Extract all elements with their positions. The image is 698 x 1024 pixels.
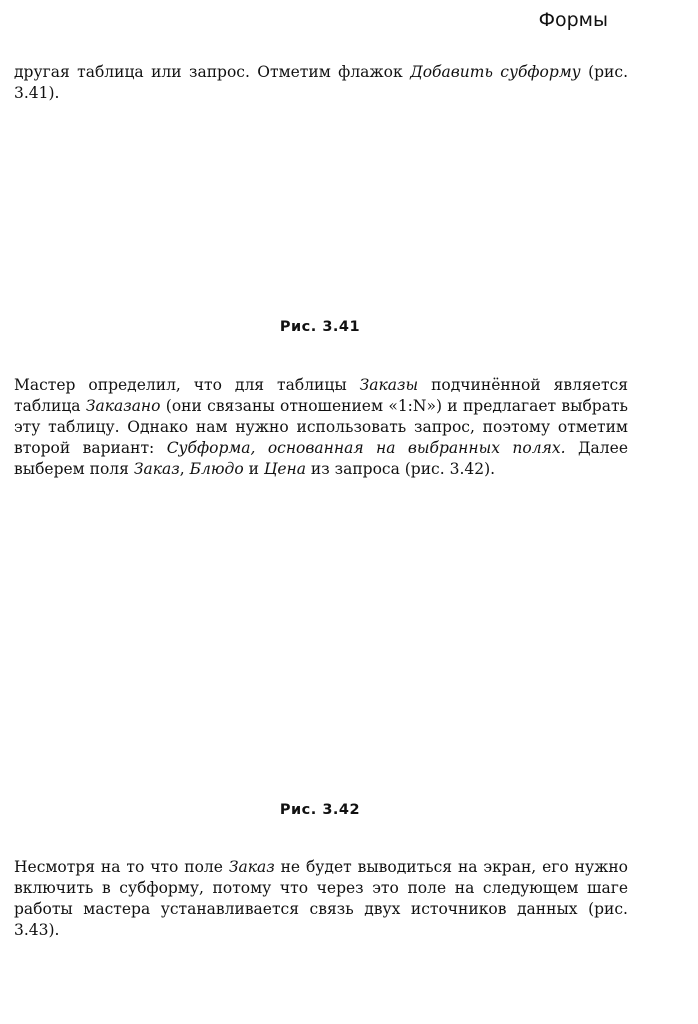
emphasized-term: Цена [263,460,306,478]
body-text: , [179,460,190,478]
body-text: не будет выводиться на экран, его нужно включить в субформу, потому что через это поле на следующем шаге работы мастера устанавливается связь двух источников данных (рис. 3.43). [14,858,628,939]
body-text: другая таблица или запрос. Отметим флажок [14,63,411,81]
body-text: (они связаны отношением «1:N») и предлагает выбрать эту таблицу. Однако нам нужно использовать запрос, поэтому отметим второй вариант: [14,397,628,457]
body-text: Мастер определил, что для таблицы [14,376,360,394]
emphasized-term: Добавить субформу [410,63,581,81]
emphasized-term: Заказ [133,460,180,478]
figure-caption-3-41: Рис. 3.41 [279,319,361,335]
paragraph-1 [14,62,628,104]
emphasized-term: Блюдо [189,460,244,478]
body-text: из запроса (рис. 3.42). [305,460,496,478]
body-text: подчинённой является таблица [14,376,628,415]
figure-3-41-area [14,108,628,308]
emphasized-term: Заказы [359,376,419,394]
figure-3-42-area [14,505,628,795]
emphasized-term: Субформа, основанная на выбранных полях. [166,439,566,457]
running-header: Формы [538,9,608,31]
figure-caption-3-42: Рис. 3.42 [279,802,361,818]
body-text: (рис. 3.41). [14,63,628,102]
emphasized-term: Заказ [228,858,275,876]
body-text: Далее выберем поля [14,439,628,478]
paragraph-3 [14,857,628,941]
emphasized-term: Заказано [85,397,161,415]
body-text: и [243,460,264,478]
paragraph-2 [14,375,628,480]
body-text: Несмотря на то что поле [14,858,229,876]
